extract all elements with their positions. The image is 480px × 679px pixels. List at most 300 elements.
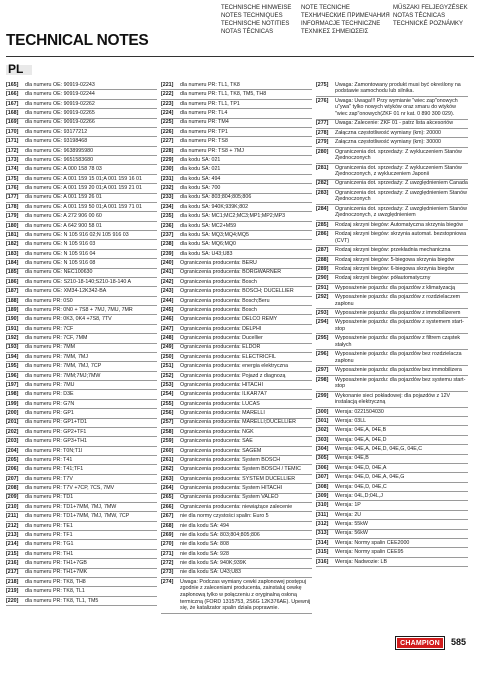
note-row <box>6 494 157 503</box>
note-text: Ograniczenia producenta: Bosch;Beru <box>180 297 270 304</box>
note-row <box>316 293 468 309</box>
note-row <box>316 455 468 464</box>
note-row <box>6 203 157 212</box>
note-row <box>6 81 157 90</box>
note-number: [169] <box>6 119 19 126</box>
note-row <box>161 147 312 156</box>
note-text: nie dla kodu SA: 808 <box>180 541 229 548</box>
note-number: [271] <box>161 550 174 557</box>
note-text: dla numeru OE: 90919-02244 <box>25 91 95 98</box>
note-text: dla numeru OE: 9651583680 <box>25 156 94 163</box>
note-row <box>316 120 468 129</box>
note-text: Wyposażenie pojazdu: dla pojazdów bez rozdzielacza zapłonu <box>335 351 462 364</box>
note-text: Ograniczenia producenta: System HITACHI <box>180 485 283 492</box>
note-text: Ograniczenia producenta: System BOSCH <box>180 456 281 463</box>
note-row <box>161 512 312 521</box>
note-row <box>316 256 468 265</box>
note-row <box>316 148 468 164</box>
note-row <box>6 231 157 240</box>
note-row <box>316 473 468 482</box>
note-text: Ograniczenia producenta: BOSCH; DUCELLIER <box>180 288 294 295</box>
note-number: [255] <box>161 400 174 407</box>
note-row <box>6 419 157 428</box>
note-row <box>6 156 157 165</box>
note-row <box>6 269 157 278</box>
note-row <box>316 492 468 501</box>
note-row <box>161 559 312 568</box>
note-number: [288] <box>316 256 329 263</box>
note-row <box>316 334 468 350</box>
note-number: [247] <box>161 325 174 332</box>
note-row <box>316 350 468 366</box>
note-text: Ograniczenia producenta: DELCO REMY <box>180 316 278 323</box>
note-text: Wersja: 04E,A, 04E,D <box>335 436 387 443</box>
note-row <box>316 318 468 334</box>
note-text: Wersja: 04E,A, 04E,B <box>335 427 387 434</box>
note-number: [235] <box>161 213 174 220</box>
note-text: Ograniczenia producenta: Bosch <box>180 306 257 313</box>
note-text: Uwaga: Uwaga!!! Przy wymianie "wiec zap"onowych u"ywa" tylko nowych wtyków oraz smaru do wtyków "wiec zap"onowych(ZKF 01 nr kat. 0 890 300 029). <box>335 97 458 118</box>
note-number: [221] <box>161 81 174 88</box>
note-text: Wyposażenie pojazdu: dla pojazdów z klimatyzacją <box>335 284 456 291</box>
note-row <box>6 597 157 606</box>
note-number: [170] <box>6 128 19 135</box>
note-row <box>316 501 468 510</box>
note-row <box>161 475 312 484</box>
header-line: NOTAS TÉCNICAS <box>393 13 446 19</box>
note-number: [286] <box>316 231 329 238</box>
notes-column-3 <box>316 81 468 567</box>
note-row <box>6 381 157 390</box>
note-number: [282] <box>316 180 329 187</box>
note-row <box>161 194 312 203</box>
note-number: [292] <box>316 294 329 301</box>
note-row <box>316 511 468 520</box>
note-number: [165] <box>6 81 19 88</box>
note-row <box>161 222 312 231</box>
note-number: [238] <box>161 241 174 248</box>
note-number: [296] <box>316 351 329 358</box>
note-text: dla numeru PR: TL4 <box>180 110 228 117</box>
note-number: [198] <box>6 391 19 398</box>
note-row <box>161 109 312 118</box>
note-row <box>161 494 312 503</box>
note-number: [274] <box>161 578 174 585</box>
note-text: Załączna częstotliwość wymiany (km): 20000 <box>335 129 441 136</box>
note-text: dla numeru PR: TL1, TK8 <box>180 81 240 88</box>
note-row <box>6 465 157 474</box>
note-number: [266] <box>161 503 174 510</box>
note-number: [219] <box>6 588 19 595</box>
note-row <box>316 408 468 417</box>
note-number: [203] <box>6 438 19 445</box>
note-row <box>316 265 468 274</box>
note-text: Wyposażenie pojazdu: dla pojazdów z filtrem cząstek stałych <box>335 335 461 348</box>
note-text: dla numeru PR: 0K3, 0K4 +7S8, 7TV <box>25 316 112 323</box>
note-row <box>6 503 157 512</box>
note-number: [298] <box>316 376 329 383</box>
note-text: dla numeru OE: XM34-12K342-BA <box>25 288 107 295</box>
note-number: [294] <box>316 319 329 326</box>
note-number: [285] <box>316 221 329 228</box>
note-number: [167] <box>6 100 19 107</box>
note-number: [181] <box>6 231 19 238</box>
note-text: nie dla kodu SA: 928 <box>180 550 229 557</box>
note-row <box>316 520 468 529</box>
note-row <box>6 522 157 531</box>
note-number: [289] <box>316 265 329 272</box>
note-number: [315] <box>316 549 329 556</box>
note-number: [201] <box>6 419 19 426</box>
note-number: [172] <box>6 147 19 154</box>
note-number: [240] <box>161 260 174 267</box>
note-row <box>6 569 157 578</box>
note-number: [303] <box>316 436 329 443</box>
note-number: [290] <box>316 275 329 282</box>
note-text: dla numeru OE: 90919-02262 <box>25 100 95 107</box>
note-text: dla numeru PR: T0N;T1I <box>25 447 83 454</box>
note-text: dla numeru PR: GP3+TH1 <box>25 438 87 445</box>
note-text: dla numeru PR: T41;TF1 <box>25 466 84 473</box>
note-text: dla numeru PR: GP1 <box>25 410 74 417</box>
note-row <box>316 138 468 147</box>
note-row <box>316 548 468 557</box>
note-text: Uwaga: Podczas wymiany cewki zapłonowej postępuj zgodnie z zaleceniami producenta, zainstaluj cewkę zapłonową tylko w połączeniu z oryginalną osłoną termiczną (FORD 1315753, 2S6G 12K376AE). Upewnij się, że katalizator spalin działa poprawnie. <box>180 578 311 612</box>
header-line: ΤΕΧΝΙΚΕΣ ΣΗΜΕΙΩΣΕΙΣ <box>301 29 369 35</box>
note-row <box>161 550 312 559</box>
note-text: Ograniczenia producenta: Pojazd z diagnozą <box>180 372 286 379</box>
note-row <box>6 165 157 174</box>
note-row <box>6 250 157 259</box>
note-text: dla numeru PR: 7MM, 7MJ, 7CP <box>25 363 102 370</box>
note-text: dla numeru PR: TS8 <box>180 138 228 145</box>
note-row <box>6 184 157 193</box>
note-row <box>161 569 312 578</box>
note-text: Wersja: 04L,D;04L,J <box>335 492 383 499</box>
note-text: dla numeru OE: N 105 916 03 <box>25 241 96 248</box>
note-row <box>6 175 157 184</box>
header-line: TECHNICKÉ POZNÁMKY <box>393 21 464 27</box>
note-number: [214] <box>6 541 19 548</box>
note-number: [256] <box>161 410 174 417</box>
note-row <box>161 184 312 193</box>
note-number: [185] <box>6 269 19 276</box>
note-text: dla numeru PR: 0S0 <box>25 297 73 304</box>
note-row <box>316 445 468 454</box>
note-text: dla numeru PR: GP1+TD1 <box>25 419 87 426</box>
note-number: [207] <box>6 475 19 482</box>
note-number: [258] <box>161 428 174 435</box>
note-text: dla numeru PR: D3E <box>25 391 74 398</box>
note-text: dla numeru PR: TK8, TL1, TM5 <box>25 597 99 604</box>
note-number: [242] <box>161 278 174 285</box>
note-text: nie dla kodu SA: 494 <box>180 522 229 529</box>
note-text: Ograniczenia producenta: ILKAR7A7 <box>180 391 267 398</box>
note-number: [269] <box>161 531 174 538</box>
header-line: INFORMACJE TECHNICZNE <box>301 21 381 27</box>
note-number: [311] <box>316 511 329 518</box>
note-row <box>316 81 468 97</box>
note-text: dla numeru PR: TD1+7MM, 7MJ, 7MW <box>25 503 117 510</box>
note-row <box>6 222 157 231</box>
note-row <box>6 259 157 268</box>
note-number: [295] <box>316 335 329 342</box>
note-text: nie dla normy czystości spalin: Euro 5 <box>180 513 269 520</box>
note-row <box>161 306 312 315</box>
note-row <box>6 372 157 381</box>
note-row <box>161 447 312 456</box>
note-text: dla numeru PR: TD1 <box>25 494 74 501</box>
note-number: [308] <box>316 483 329 490</box>
note-row <box>161 269 312 278</box>
note-row <box>161 409 312 418</box>
champion-logo-badge <box>397 638 443 648</box>
note-row <box>6 137 157 146</box>
note-number: [284] <box>316 205 329 212</box>
note-number: [278] <box>316 129 329 136</box>
note-number: [305] <box>316 455 329 462</box>
note-row <box>316 464 468 473</box>
note-number: [260] <box>161 447 174 454</box>
note-text: dla numeru PR: TH1+7MK <box>25 569 88 576</box>
note-text: dla kodu SA: 021 <box>180 156 221 163</box>
note-row <box>161 419 312 428</box>
note-number: [277] <box>316 120 329 127</box>
notes-column-1 <box>6 81 157 606</box>
note-text: Wyposażenie pojazdu: dla pojazdów z immobilizerem <box>335 309 461 316</box>
note-text: dla numeru PR: G7N <box>25 400 75 407</box>
note-row <box>316 392 468 408</box>
note-row <box>161 231 312 240</box>
note-number: [273] <box>161 569 174 576</box>
note-row <box>161 315 312 324</box>
note-text: dla numeru PR: 0N0 + 7S8 + 7MJ, 7MU, 7MR <box>25 306 133 313</box>
header-line: MŰSZAKI FELJEGYZÉSEK <box>393 5 468 11</box>
note-number: [306] <box>316 464 329 471</box>
note-number: [177] <box>6 194 19 201</box>
note-number: [212] <box>6 522 19 529</box>
note-number: [237] <box>161 231 174 238</box>
note-number: [229] <box>161 156 174 163</box>
note-number: [245] <box>161 306 174 313</box>
note-number: [261] <box>161 456 174 463</box>
note-row <box>6 390 157 399</box>
note-number: [205] <box>6 456 19 463</box>
note-text: dla numeru OE: A 272 906 00 60 <box>25 213 102 220</box>
note-text: Ograniczenia producenta: Bosch <box>180 278 257 285</box>
header-col-1 <box>221 4 291 36</box>
note-row <box>161 400 312 409</box>
note-text: Ograniczenia producenta: MARELLI;DUCELLIER <box>180 419 296 426</box>
note-text: Wyposażenie pojazdu: dla pojazdów z systemem start-stop <box>335 319 464 332</box>
note-row <box>6 287 157 296</box>
note-number: [257] <box>161 419 174 426</box>
note-text: dla numeru OE: A 001 159 26 01 <box>25 194 102 201</box>
note-row <box>316 426 468 435</box>
note-text: dla numeru OE: 90919-02243 <box>25 81 95 88</box>
note-row <box>161 362 312 371</box>
note-number: [276] <box>316 97 329 104</box>
note-number: [232] <box>161 185 174 192</box>
page-number: 585 <box>451 637 467 647</box>
note-text: dla numeru OE: S210-18-140;S210-18-140 A <box>25 278 132 285</box>
note-text: dla numeru PR: TK8, TH8 <box>25 578 86 585</box>
note-row <box>6 512 157 521</box>
note-text: dla numeru PR: T7V +7CP, 7CS, 7MV <box>25 485 115 492</box>
note-number: [225] <box>161 119 174 126</box>
note-text: Ograniczenia producenta: BERU <box>180 260 257 267</box>
note-row <box>6 400 157 409</box>
note-row <box>6 531 157 540</box>
note-text: dla numeru PR: 7MM, 7MJ <box>25 353 88 360</box>
note-row <box>6 456 157 465</box>
note-text: Wersja: 0221504030 <box>335 408 384 415</box>
note-row <box>6 109 157 118</box>
note-text: dla numeru OE: 9638995980 <box>25 147 94 154</box>
note-text: Ograniczenia producenta: ELDOR <box>180 344 261 351</box>
note-number: [166] <box>6 91 19 98</box>
note-row <box>6 550 157 559</box>
note-number: [251] <box>161 363 174 370</box>
note-number: [314] <box>316 539 329 546</box>
note-number: [189] <box>6 306 19 313</box>
note-number: [287] <box>316 247 329 254</box>
note-text: Wersja: 03LL <box>335 417 367 424</box>
note-text: dla numeru PR: TH1+7GB <box>25 560 87 567</box>
note-row <box>161 203 312 212</box>
note-text: Uwaga: Zamontowany produkt musi być określony na podstawie samochodu lub silnika. <box>335 81 461 95</box>
logo-text: CHAMPION <box>400 639 440 647</box>
note-row <box>161 128 312 137</box>
note-text: Rodzaj skrzyni biegów: Automatyczna skrzynia biegów <box>335 221 464 228</box>
note-row <box>161 119 312 128</box>
note-row <box>316 483 468 492</box>
header-divider <box>6 56 474 57</box>
note-text: nie dla kodu SA: 940K;939K <box>180 560 247 567</box>
note-text: Ograniczenia dot. sprzedaży: Z wykluczeniem Stanów Zjednoczonych, z wykluczeniem Japonii <box>335 164 462 178</box>
note-number: [246] <box>161 316 174 323</box>
note-row <box>161 137 312 146</box>
note-number: [182] <box>6 241 19 248</box>
notes-column-2 <box>161 81 312 614</box>
note-number: [196] <box>6 372 19 379</box>
note-number: [291] <box>316 284 329 291</box>
note-number: [204] <box>6 447 19 454</box>
note-number: [202] <box>6 428 19 435</box>
note-text: dla numeru OE: A 001 159 15 01;A 001 159 16 01 <box>25 175 142 182</box>
note-number: [211] <box>6 513 19 520</box>
note-number: [312] <box>316 521 329 528</box>
note-row <box>161 90 312 99</box>
note-row <box>161 278 312 287</box>
note-number: [190] <box>6 316 19 323</box>
note-number: [248] <box>161 335 174 342</box>
note-number: [307] <box>316 474 329 481</box>
note-row <box>316 230 468 246</box>
note-number: [209] <box>6 494 19 501</box>
header-col-2 <box>301 4 390 36</box>
note-text: Ograniczenia producenta: System VALEO <box>180 494 279 501</box>
note-number: [218] <box>6 578 19 585</box>
note-number: [250] <box>161 353 174 360</box>
header-line: NOTAS TÉCNICAS <box>221 29 274 35</box>
page-title: TECHNICAL NOTES <box>6 32 149 49</box>
note-row <box>6 447 157 456</box>
note-text: dla numeru PR: TP1 <box>180 128 228 135</box>
note-text: dla numeru PR: TD1+7MM, 7MJ, 7MW, 7CP <box>25 513 130 520</box>
note-row <box>161 344 312 353</box>
note-row <box>316 97 468 120</box>
note-number: [262] <box>161 466 174 473</box>
note-row <box>6 147 157 156</box>
note-text: Ograniczenia dot. sprzedaży: Z uwzględnieniem Stanów Zjednoczonych, z uwzględnieniem <box>335 205 467 219</box>
note-text: Ograniczenia dot. sprzedaży: Z wykluczeniem Stanów Zjednoczonych <box>335 148 462 162</box>
note-row <box>6 278 157 287</box>
note-number: [310] <box>316 502 329 509</box>
note-row <box>161 259 312 268</box>
note-text: Ograniczenia producenta: SAGEM <box>180 447 262 454</box>
note-text: Uwaga: Zalecenie: ZKF 01 - patrz lista akcesoriów <box>335 120 454 127</box>
note-text: dla numeru OE: 90919-02265 <box>25 110 95 117</box>
note-row <box>161 531 312 540</box>
note-text: dla numeru PR: GP2+TF1 <box>25 428 87 435</box>
note-text: Wykonanie sieci pokładowej: dla pojazdów z 12V instalacją elektryczną <box>335 392 451 406</box>
note-row <box>161 353 312 362</box>
note-number: [301] <box>316 417 329 424</box>
note-row <box>316 284 468 293</box>
note-row <box>6 128 157 137</box>
note-number: [227] <box>161 138 174 145</box>
note-text: dla numeru PR: 7MM;7MJ;7MW <box>25 372 101 379</box>
note-row <box>161 297 312 306</box>
note-number: [309] <box>316 492 329 499</box>
note-text: dla kodu SA: 700 <box>180 185 221 192</box>
note-row <box>161 325 312 334</box>
note-text: dla numeru PR: 7MU <box>25 381 75 388</box>
note-number: [192] <box>6 335 19 342</box>
note-number: [263] <box>161 475 174 482</box>
note-number: [270] <box>161 541 174 548</box>
note-text: Ograniczenia producenta: Ducellier <box>180 335 263 342</box>
note-row <box>161 287 312 296</box>
note-number: [200] <box>6 410 19 417</box>
note-number: [265] <box>161 494 174 501</box>
note-text: Wyposażenie pojazdu: dla pojazdów bez systemu start-stop <box>335 376 466 390</box>
note-text: dla kodu SA: MC2+M59 <box>180 222 237 229</box>
note-text: nie dla kodu SA: U43;U83 <box>180 569 241 576</box>
note-row <box>6 344 157 353</box>
note-number: [226] <box>161 128 174 135</box>
note-number: [180] <box>6 222 19 229</box>
note-text: dla numeru PR: TL1, TK8, TM5, TH8 <box>180 91 267 98</box>
note-row <box>6 212 157 221</box>
note-text: dla numeru OE: A 000 158 78 03 <box>25 166 102 173</box>
note-number: [175] <box>6 175 19 182</box>
note-row <box>6 297 157 306</box>
note-text: Wersja: 04E,D, 04E,C <box>335 483 387 490</box>
header-col-3 <box>393 4 468 28</box>
note-text: dla numeru PR: TG1 <box>25 541 74 548</box>
note-row <box>6 409 157 418</box>
note-text: dla numeru OE: A 001 159 20 01;A 001 159 21 01 <box>25 185 142 192</box>
note-number: [283] <box>316 189 329 196</box>
note-number: [215] <box>6 550 19 557</box>
note-text: Rodzaj skrzyni biegów: 5-biegowa skrzynia biegów <box>335 256 455 263</box>
note-text: dla numeru OE: A 001 159 50 01;A 001 159 71 01 <box>25 203 142 210</box>
note-text: Wersja: 04E,B <box>335 455 369 462</box>
note-number: [197] <box>6 381 19 388</box>
note-text: dla kodu SA: MC1;MC2;MC3;MP1;MP2;MP3 <box>180 213 286 220</box>
